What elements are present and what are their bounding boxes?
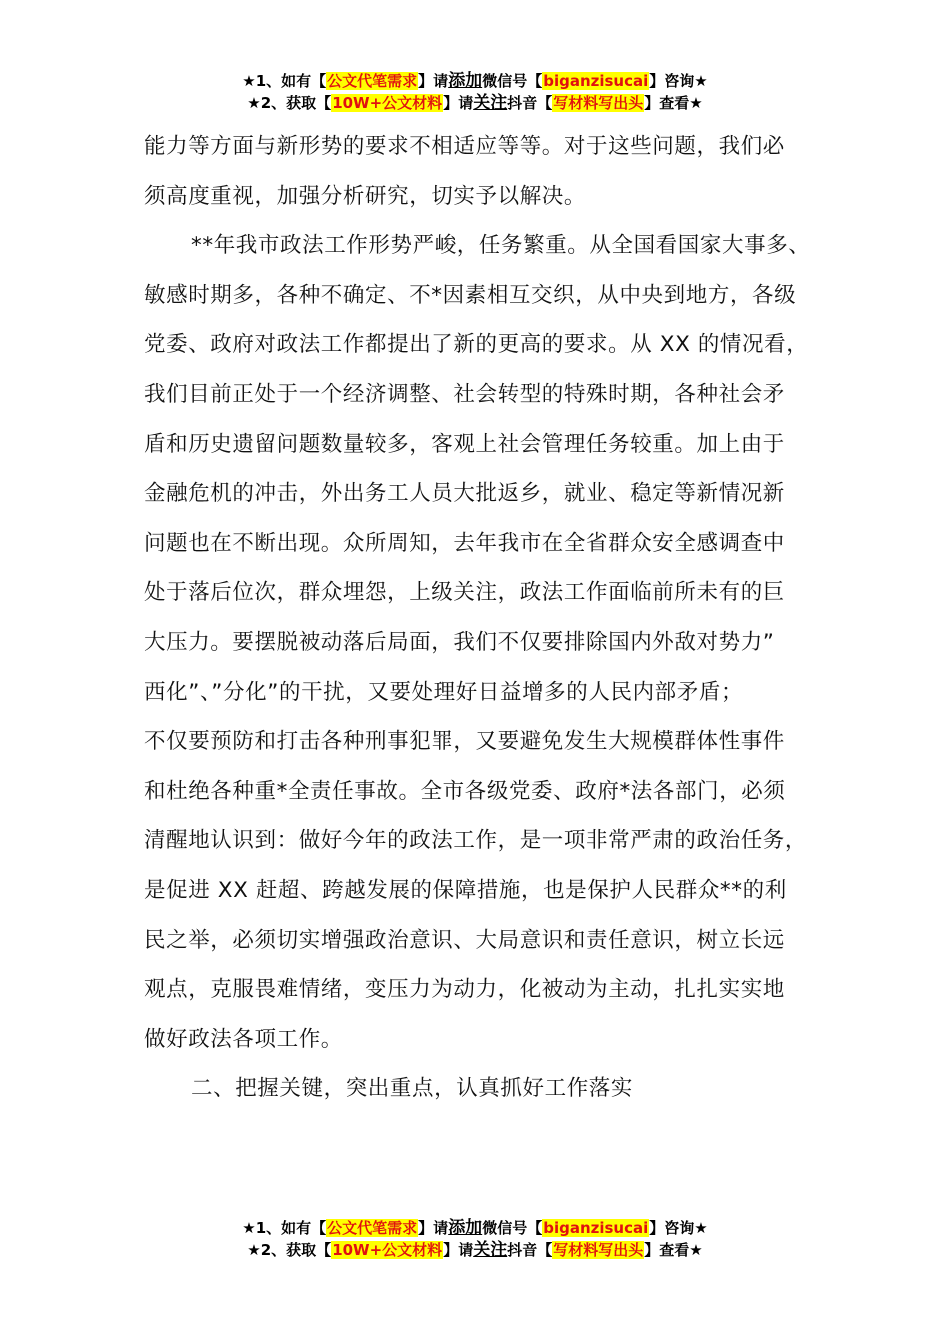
section-heading (144, 1064, 834, 1114)
text-line: 盾和历史遗留问题数量较多，客观上社会管理任务较重。加上由于 (144, 431, 785, 457)
text-line: 不仅要预防和打击各种刑事犯罪，又要避免发生大规模群体性事件 (144, 729, 785, 755)
text-line: 观点，克服畏难情绪，变压力为动力，化被动为主动，扎扎实实地 (144, 977, 785, 1003)
banner-line-2 (0, 1239, 950, 1261)
banner-line-2 (0, 92, 950, 114)
banner-emphasis: 关注 (473, 93, 508, 113)
banner-emphasis: 添加 (448, 1218, 483, 1238)
banner-highlight: 10W+公文材料 (332, 1241, 443, 1259)
text-line: 须高度重视，加强分析研究，切实予以解决。 (144, 183, 587, 209)
banner-text: 】咨询★ (649, 72, 708, 90)
text-line: 我们目前正处于一个经济调整、社会转型的特殊时期，各种社会矛 (144, 381, 785, 407)
banner-text: 】咨询★ (649, 1219, 708, 1237)
banner-line-1 (0, 1217, 950, 1239)
text-line: 是促进 XX 赶超、跨越发展的保障措施，也是保护人民群众**的利 (144, 877, 787, 903)
banner-highlight-wechat: biganzisucai (543, 1219, 649, 1237)
document-body (144, 122, 834, 1114)
text-line: 做好政法各项工作。 (144, 1026, 343, 1052)
banner-text: 】请 (418, 72, 449, 90)
banner-text: ★2、获取【 (247, 94, 332, 112)
banner-text: 】查看★ (644, 94, 703, 112)
banner-text: 】请 (418, 1219, 449, 1237)
heading-2: 二、把握关键，突出重点，认真抓好工作落实 (191, 1076, 634, 1102)
text-line: 党委、政府对政法工作都提出了新的更高的要求。从 XX 的情况看， (144, 332, 809, 358)
text-line: 敏感时期多，各种不确定、不*因素相互交织，从中央到地方，各级 (144, 282, 797, 308)
banner-text: 微信号【 (482, 1219, 543, 1237)
text-line: 处于落后位次，群众埋怨，上级关注，政法工作面临前所未有的巨 (144, 580, 785, 606)
banner-text: ★2、获取【 (247, 1241, 332, 1259)
banner-text: ★1、如有【 (242, 1219, 327, 1237)
banner-line-1 (0, 70, 950, 92)
banner-highlight: 公文代笔需求 (327, 72, 418, 90)
text-line: 金融危机的冲击，外出务工人员大批返乡，就业、稳定等新情况新 (144, 481, 785, 507)
text-line: 和杜绝各种重*全责任事故。全市各级党委、政府*法各部门，必须 (144, 778, 786, 804)
text-line: 西化”、”分化”的干扰，又要处理好日益增多的人民内部矛盾； (144, 679, 744, 705)
banner-highlight-wechat: biganzisucai (543, 72, 649, 90)
banner-highlight-douyin: 写材料写出头 (553, 1241, 644, 1259)
banner-highlight: 公文代笔需求 (327, 1219, 418, 1237)
banner-text: 】请 (443, 94, 474, 112)
footer-banner (0, 1217, 950, 1261)
header-banner (0, 70, 950, 114)
text-line: 问题也在不断出现。众所周知，去年我市在全省群众安全感调查中 (144, 530, 785, 556)
banner-text: 抖音【 (507, 1241, 553, 1259)
banner-text: 抖音【 (507, 94, 553, 112)
banner-text: ★1、如有【 (242, 72, 327, 90)
text-line: **年我市政法工作形势严峻，任务繁重。从全国看国家大事多、 (191, 233, 811, 259)
text-line: 能力等方面与新形势的要求不相适应等等。对于这些问题，我们必 (144, 134, 785, 159)
paragraph-1 (144, 122, 834, 221)
paragraph-2 (144, 221, 834, 1064)
banner-highlight-douyin: 写材料写出头 (553, 94, 644, 112)
text-line: 民之举，必须切实增强政治意识、大局意识和责任意识，树立长远 (144, 927, 785, 953)
text-line: 大压力。要摆脱被动落后局面，我们不仅要排除国内外敌对势力” (144, 629, 775, 655)
banner-emphasis: 关注 (473, 1240, 508, 1260)
banner-text: 】请 (443, 1241, 474, 1259)
banner-text: 微信号【 (482, 72, 543, 90)
banner-text: 】查看★ (644, 1241, 703, 1259)
banner-emphasis: 添加 (448, 71, 483, 91)
text-line: 清醒地认识到：做好今年的政法工作，是一项非常严肃的政治任务， (144, 828, 808, 854)
banner-highlight: 10W+公文材料 (332, 94, 443, 112)
